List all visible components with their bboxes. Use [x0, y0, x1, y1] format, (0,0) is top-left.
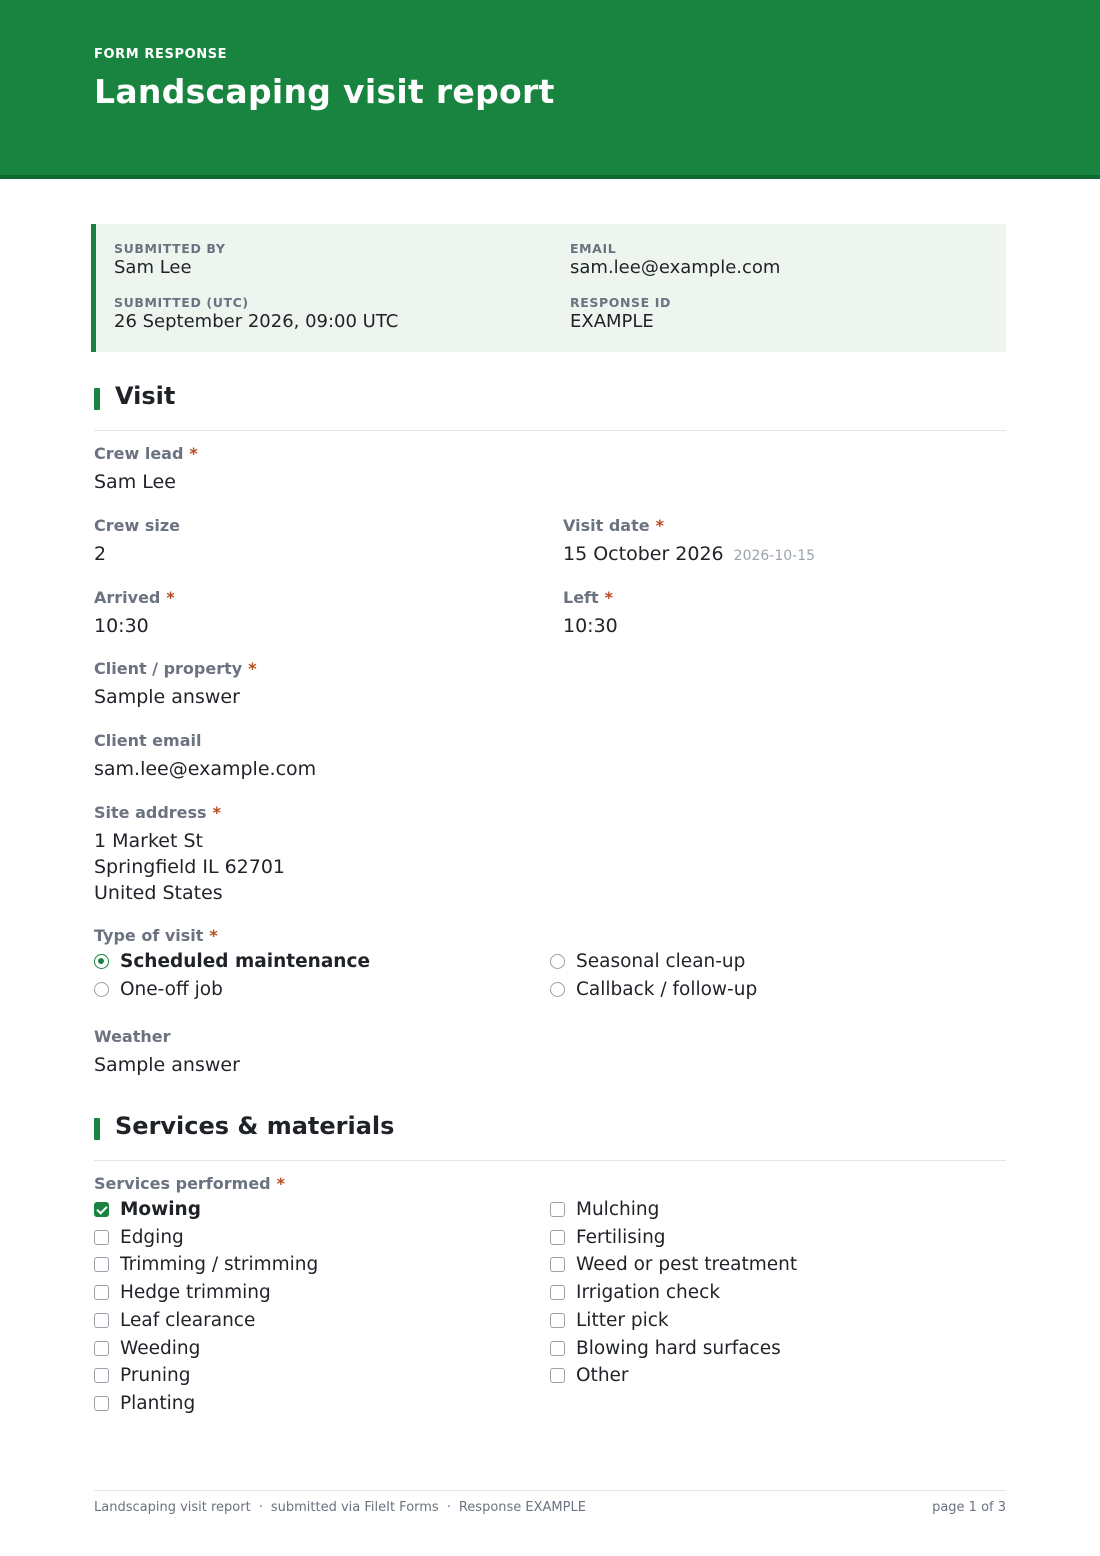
- field-crew-lead: [94, 444, 198, 495]
- section-services-materials: [94, 1112, 1006, 1161]
- section-title: Services & materials: [115, 1112, 395, 1140]
- option-label: Scheduled maintenance: [120, 951, 370, 972]
- field-value: 15 October 2026 2026-10-15: [563, 543, 816, 565]
- checkbox-icon: [550, 1285, 565, 1300]
- option-label: Weeding: [120, 1338, 201, 1359]
- field-label: Services performed *: [94, 1174, 285, 1193]
- footer-via: submitted via FileIt Forms: [270, 1500, 439, 1515]
- checkbox-option[interactable]: [94, 1338, 200, 1359]
- required-marker: *: [604, 588, 614, 607]
- footer-response: Response EXAMPLE: [458, 1500, 586, 1515]
- option-label: Seasonal clean-up: [576, 951, 746, 972]
- field-value: [94, 828, 285, 906]
- checkbox-icon: [94, 1341, 109, 1356]
- checkbox-icon: [550, 1368, 565, 1383]
- checkbox-option[interactable]: [94, 1199, 201, 1220]
- field-site-address: [94, 803, 285, 906]
- meta-label: SUBMITTED (UTC): [114, 295, 249, 310]
- field-label: Visit date *: [563, 516, 664, 535]
- required-marker: *: [166, 588, 175, 607]
- option-label: Mulching: [576, 1199, 660, 1220]
- checkbox-icon: [94, 1285, 109, 1300]
- required-marker: *: [655, 516, 664, 535]
- meta-submitted-utc: [114, 295, 398, 332]
- field-label: Client email: [94, 731, 202, 750]
- meta-email: [570, 241, 780, 278]
- required-marker: *: [276, 1174, 285, 1193]
- checkbox-icon: [550, 1257, 565, 1272]
- checkbox-option[interactable]: [550, 1338, 781, 1359]
- field-value: 10:30: [563, 615, 618, 637]
- radio-icon: [550, 982, 565, 997]
- option-label: Leaf clearance: [120, 1310, 256, 1331]
- checkbox-icon: [94, 1257, 109, 1272]
- section-accent-bar: [94, 1118, 100, 1140]
- checkbox-icon: [94, 1313, 109, 1328]
- option-label: Irrigation check: [576, 1282, 721, 1303]
- footer-separator: ·: [446, 1500, 451, 1515]
- footer-form-name: Landscaping visit report: [94, 1500, 251, 1515]
- checkbox-option[interactable]: [550, 1227, 666, 1248]
- option-label: Hedge trimming: [120, 1282, 271, 1303]
- field-weather: [94, 1027, 240, 1078]
- field-label: Arrived *: [94, 588, 175, 607]
- option-label: Pruning: [120, 1365, 191, 1386]
- meta-value: Sam Lee: [114, 257, 192, 278]
- meta-value: 26 September 2026, 09:00 UTC: [114, 311, 399, 332]
- field-visit-date: [563, 516, 815, 569]
- checkbox-option[interactable]: [550, 1282, 720, 1303]
- radio-option[interactable]: [550, 979, 757, 1000]
- address-line: Springfield IL 62701: [94, 856, 286, 878]
- field-label: Weather: [94, 1027, 171, 1046]
- checkbox-checked-icon: [94, 1202, 109, 1217]
- field-value: sam.lee@example.com: [94, 758, 317, 780]
- page-footer: [94, 1490, 1006, 1521]
- option-label: Mowing: [120, 1199, 201, 1220]
- option-label: Trimming / strimming: [120, 1254, 319, 1275]
- option-label: Fertilising: [576, 1227, 666, 1248]
- header-kicker: FORM RESPONSE: [94, 47, 228, 62]
- radio-option[interactable]: [94, 979, 223, 1000]
- radio-selected-icon: [94, 954, 109, 969]
- field-label: Crew lead *: [94, 444, 198, 463]
- meta-submitted-by: [114, 241, 225, 278]
- option-label: Blowing hard surfaces: [576, 1338, 781, 1359]
- option-label: One-off job: [120, 979, 223, 1000]
- field-label: Left *: [563, 588, 614, 607]
- option-label: Weed or pest treatment: [576, 1254, 798, 1275]
- option-label: Edging: [120, 1227, 184, 1248]
- field-label: Type of visit *: [94, 926, 218, 945]
- meta-label: SUBMITTED BY: [114, 241, 226, 256]
- option-label: Callback / follow-up: [576, 979, 758, 1000]
- meta-value: sam.lee@example.com: [570, 257, 781, 278]
- required-marker: *: [248, 659, 257, 678]
- checkbox-icon: [550, 1202, 565, 1217]
- meta-label: EMAIL: [570, 241, 617, 256]
- field-label: Site address *: [94, 803, 221, 822]
- checkbox-icon: [550, 1313, 565, 1328]
- checkbox-option[interactable]: [94, 1227, 184, 1248]
- section-accent-bar: [94, 388, 100, 410]
- option-label: Litter pick: [576, 1310, 669, 1331]
- radio-option[interactable]: [94, 951, 370, 972]
- footer-info: [94, 1500, 586, 1515]
- required-marker: *: [212, 803, 221, 822]
- section-title: Visit: [115, 382, 176, 410]
- field-client-property: [94, 659, 257, 710]
- radio-option[interactable]: [550, 951, 745, 972]
- meta-value: EXAMPLE: [570, 311, 654, 332]
- checkbox-option[interactable]: [94, 1393, 195, 1414]
- address-line: 1 Market St: [94, 830, 203, 852]
- checkbox-option[interactable]: [94, 1365, 191, 1386]
- iso-date: 2026-10-15: [733, 548, 816, 564]
- checkbox-option[interactable]: [94, 1282, 271, 1303]
- checkbox-option[interactable]: [94, 1254, 318, 1275]
- checkbox-icon: [94, 1368, 109, 1383]
- field-label: Client / property *: [94, 659, 257, 678]
- checkbox-icon: [550, 1230, 565, 1245]
- meta-label: RESPONSE ID: [570, 295, 671, 310]
- form-title: Landscaping visit report: [94, 72, 555, 111]
- checkbox-option[interactable]: [94, 1310, 255, 1331]
- field-label: Crew size: [94, 516, 181, 535]
- checkbox-option[interactable]: [550, 1199, 659, 1220]
- section-visit: [94, 382, 1006, 431]
- field-crew-size: [94, 516, 180, 567]
- field-left: [563, 588, 618, 639]
- field-value: Sam Lee: [94, 471, 176, 493]
- radio-icon: [94, 982, 109, 997]
- radio-icon: [550, 954, 565, 969]
- submission-meta-panel: [91, 224, 1006, 352]
- field-value: Sample answer: [94, 1054, 240, 1076]
- option-label: Other: [576, 1365, 629, 1386]
- field-services-performed: [94, 1174, 285, 1193]
- required-marker: *: [189, 444, 198, 463]
- page-number: page 1 of 3: [932, 1500, 1006, 1515]
- checkbox-option[interactable]: [550, 1365, 629, 1386]
- checkbox-option[interactable]: [550, 1254, 797, 1275]
- checkbox-option[interactable]: [550, 1310, 669, 1331]
- field-value: 2: [94, 543, 107, 565]
- checkbox-icon: [94, 1230, 109, 1245]
- option-label: Planting: [120, 1393, 196, 1414]
- field-client-email: [94, 731, 316, 782]
- field-value: Sample answer: [94, 686, 240, 708]
- footer-separator: ·: [258, 1500, 263, 1515]
- meta-response-id: [570, 295, 671, 332]
- required-marker: *: [209, 926, 218, 945]
- field-value: 10:30: [94, 615, 149, 637]
- checkbox-icon: [94, 1396, 109, 1411]
- address-line: United States: [94, 882, 223, 904]
- field-arrived: [94, 588, 175, 639]
- form-header: [0, 0, 1100, 179]
- checkbox-icon: [550, 1341, 565, 1356]
- field-type-of-visit: [94, 926, 218, 945]
